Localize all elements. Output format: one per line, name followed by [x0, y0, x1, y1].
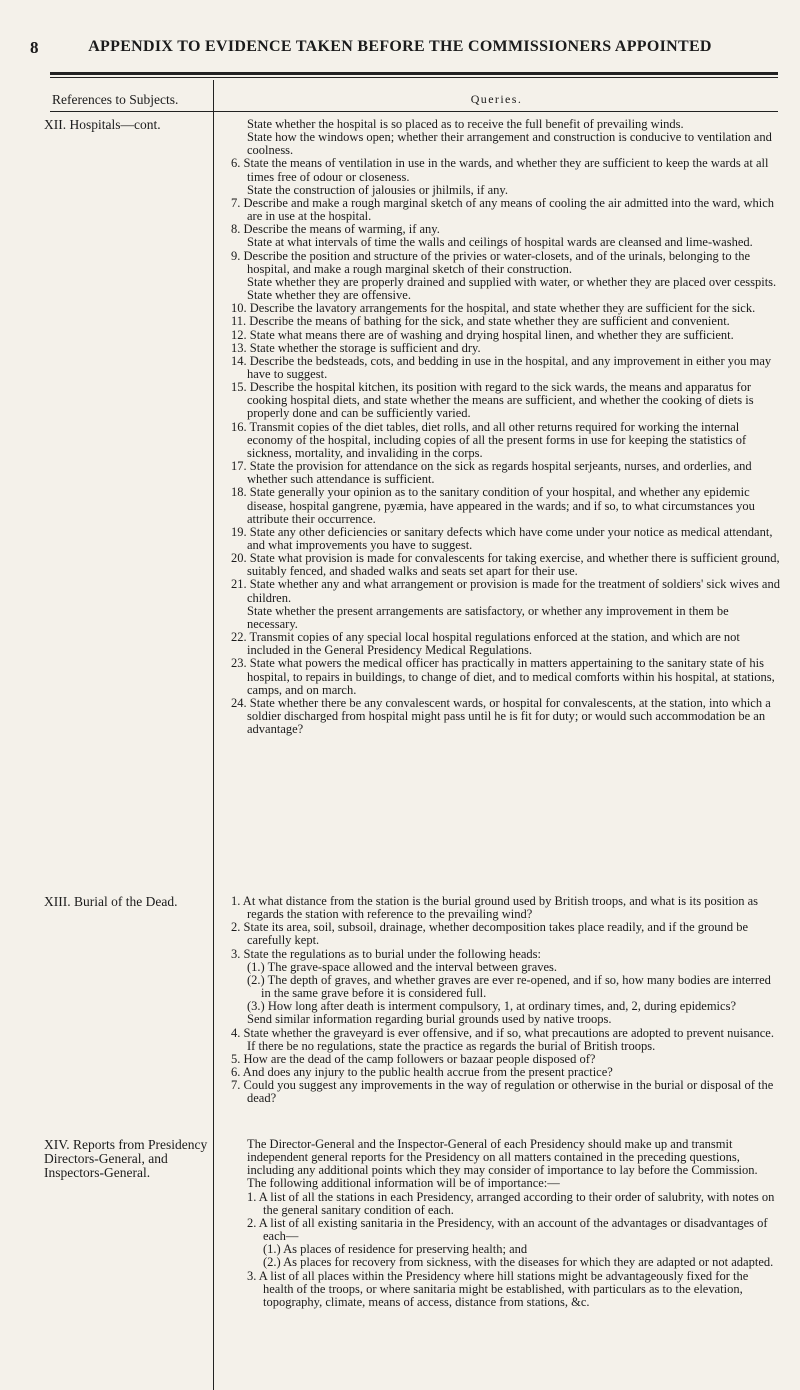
top-rule [50, 72, 778, 75]
query-7: 7. Could you suggest any improvements in the way of regulation or otherwise in the burial or disposal of the dead? [231, 1078, 774, 1106]
sub-item: (2.) As places for recovery from sickness, with the diseases for which they are adapted or not adapted. [263, 1255, 774, 1270]
paragraph: State whether they are properly drained and supplied with water, or whether they are placed over cesspits. State whether they are offensive. [247, 274, 777, 303]
query-6: 6. And does any injury to the public health accrue from the present practice? [231, 1065, 613, 1080]
column-divider [213, 80, 214, 1390]
query-20: 20. State what provision is made for convalescents for taking exercise, and whether there is sufficient ground, suitably fenced, and shaded walks and seats set apart for their use. [231, 551, 780, 579]
query-19: 19. State any other deficiencies or sanitary defects which have come under your notice as medical attendant, and what improvements you have to suggest. [231, 524, 773, 552]
sub-item: (1.) The grave-space allowed and the interval between graves. [247, 959, 558, 974]
query-18: 18. State generally your opinion as to the sanitary condition of your hospital, and whether any epidemic disease, hospital gangrene, pyæmia, have appeared in the wards; and if so, to what circumstances you attribute their occurrence. [231, 485, 755, 526]
sub-item: (1.) As places of residence for preserving health; and [263, 1242, 528, 1257]
top-rule-thin [50, 77, 778, 78]
paragraph: The following additional information will be of importance:— [247, 1176, 560, 1191]
paragraph: State at what intervals of time the walls and ceilings of hospital wards are cleansed and lime-washed. [247, 235, 753, 250]
paragraph: State whether the present arrangements are satisfactory, or whether any improvement in them be necessary. [247, 603, 729, 631]
left-column-heading: References to Subjects. [52, 92, 179, 107]
paragraph: State the construction of jalousies or jhilmils, if any. [247, 182, 508, 197]
paragraph: The Director-General and the Inspector-General of each Presidency should make up and transmit independent general reports for the Presidency on all matters contained in the preceding questions, including any additional points which they may consider of importance to lay before the Commission. [247, 1137, 758, 1178]
query-3: 3. State the regulations as to burial under the following heads: [231, 946, 541, 961]
sub-item: (2.) The depth of graves, and whether graves are ever re-opened, and if so, how many bodies are interred in the same grave before it is considered full. [247, 972, 771, 1001]
paragraph: If there be no regulations, state the practice as regards the burial of British troops. [247, 1038, 656, 1053]
query-4: 4. State whether the graveyard is ever offensive, and if so, what precautions are adopted to prevent nuisance. [231, 1025, 774, 1040]
query-17: 17. State the provision for attendance on the sick as regards hospital serjeants, nurses, and orderlies, and whether such attendance is sufficient. [231, 459, 752, 487]
right-column-heading: Queries. [470, 92, 523, 106]
query-9: 9. Describe the position and structure of the privies or water-closets, and of the urinals, belonging to the hospital, and make a rough marginal sketch of their construction. [231, 248, 751, 276]
paragraph: Send similar information regarding burial grounds used by native troops. [247, 1012, 612, 1027]
section-title-hospitals: XII. Hospitals—cont. [44, 117, 161, 132]
sub-item: (3.) How long after death is interment compulsory, 1, at ordinary times, and, 2, during epidemics? [247, 999, 736, 1014]
paragraph: State whether the hospital is so placed as to receive the full benefit of prevailing winds. [247, 117, 684, 131]
list-item-3: 3. A list of all places within the Presidency where hill stations might be advantageously fixed for the health of the troops, or where sanitaria might be established, with particulars as to the elevation, topography, climate, means of access, distance from stations, &c. [247, 1268, 749, 1309]
query-6: 6. State the means of ventilation in use in the wards, and whether they are sufficient to keep the wards at all times free of odour or closeness. [231, 156, 769, 184]
running-head: APPENDIX TO EVIDENCE TAKEN BEFORE THE COMMISSIONERS APPOINTED [88, 38, 712, 55]
query-21: 21. State whether any and what arrangement or provision is made for the treatment of soldiers' sick wives and children. [231, 577, 780, 605]
query-16: 16. Transmit copies of the diet tables, diet rolls, and all other returns required for working the internal economy of the hospital, including copies of all the present forms in use for keeping the statistics of sickness, mortality, and invaliding in the corps. [231, 419, 747, 460]
list-item-2: 2. A list of all existing sanitaria in the Presidency, with an account of the advantages or disadvantages of each— [247, 1215, 768, 1244]
heading-rule [50, 111, 778, 112]
query-10: 10. Describe the lavatory arrangements for the hospital, and state whether they are sufficient for the sick. [231, 301, 756, 316]
list-item-1: 1. A list of all the stations in each Presidency, arranged according to their order of salubrity, with notes on the general sanitary condition of each. [247, 1189, 775, 1217]
query-13: 13. State whether the storage is sufficient and dry. [231, 340, 481, 355]
query-11: 11. Describe the means of bathing for the sick, and state whether they are sufficient and convenient. [231, 314, 730, 329]
query-22: 22. Transmit copies of any special local hospital regulations enforced at the station, and which are not included in the General Presidency Medical Regulations. [231, 630, 740, 658]
query-8: 8. Describe the means of warming, if any. [231, 222, 440, 237]
query-14: 14. Describe the bedsteads, cots, and bedding in use in the hospital, and any improvement in either you may have to suggest. [231, 353, 772, 381]
section-title-reports: XIV. Reports from Presidency Directors-General, and Inspectors-General. [44, 1137, 208, 1180]
query-7: 7. Describe and make a rough marginal sketch of any means of cooling the air admitted into the ward, which are in use at the hospital. [231, 195, 775, 224]
section-body-reports [231, 1138, 781, 1309]
page-number: 8 [30, 38, 39, 57]
paragraph: State how the windows open; whether their arrangement and construction is conducive to ventilation and coolness. [247, 130, 772, 158]
query-5: 5. How are the dead of the camp followers or bazaar people disposed of? [231, 1051, 596, 1066]
query-2: 2. State its area, soil, subsoil, drainage, whether decomposition takes place readily, and if the ground be carefully kept. [231, 920, 749, 948]
section-body-hospitals [231, 118, 781, 736]
section-title-burial: XIII. Burial of the Dead. [44, 894, 178, 909]
query-12: 12. State what means there are of washing and drying hospital linen, and whether they are sufficient. [231, 327, 734, 342]
query-23: 23. State what powers the medical officer has practically in matters appertaining to the sanitary state of his hospital, to repairs in buildings, to change of diet, and to medical comforts within his hospital, at stations, camps, and on march. [231, 656, 775, 697]
section-body-burial [231, 895, 781, 1106]
query-1: 1. At what distance from the station is the burial ground used by British troops, and what is its position as regards the station with reference to the prevailing wind? [231, 894, 759, 922]
query-24: 24. State whether there be any convalescent wards, or hospital for convalescents, at the station, into which a soldier discharged from hospital might pass until he is fit for duty; or would such accommodation be an advantage? [231, 695, 771, 737]
query-15: 15. Describe the hospital kitchen, its position with regard to the sick wards, the means and apparatus for cooking hospital diets, and state whether the means are sufficient, and whether the cooking of diets is properly done and can be sufficiently varied. [231, 380, 754, 421]
